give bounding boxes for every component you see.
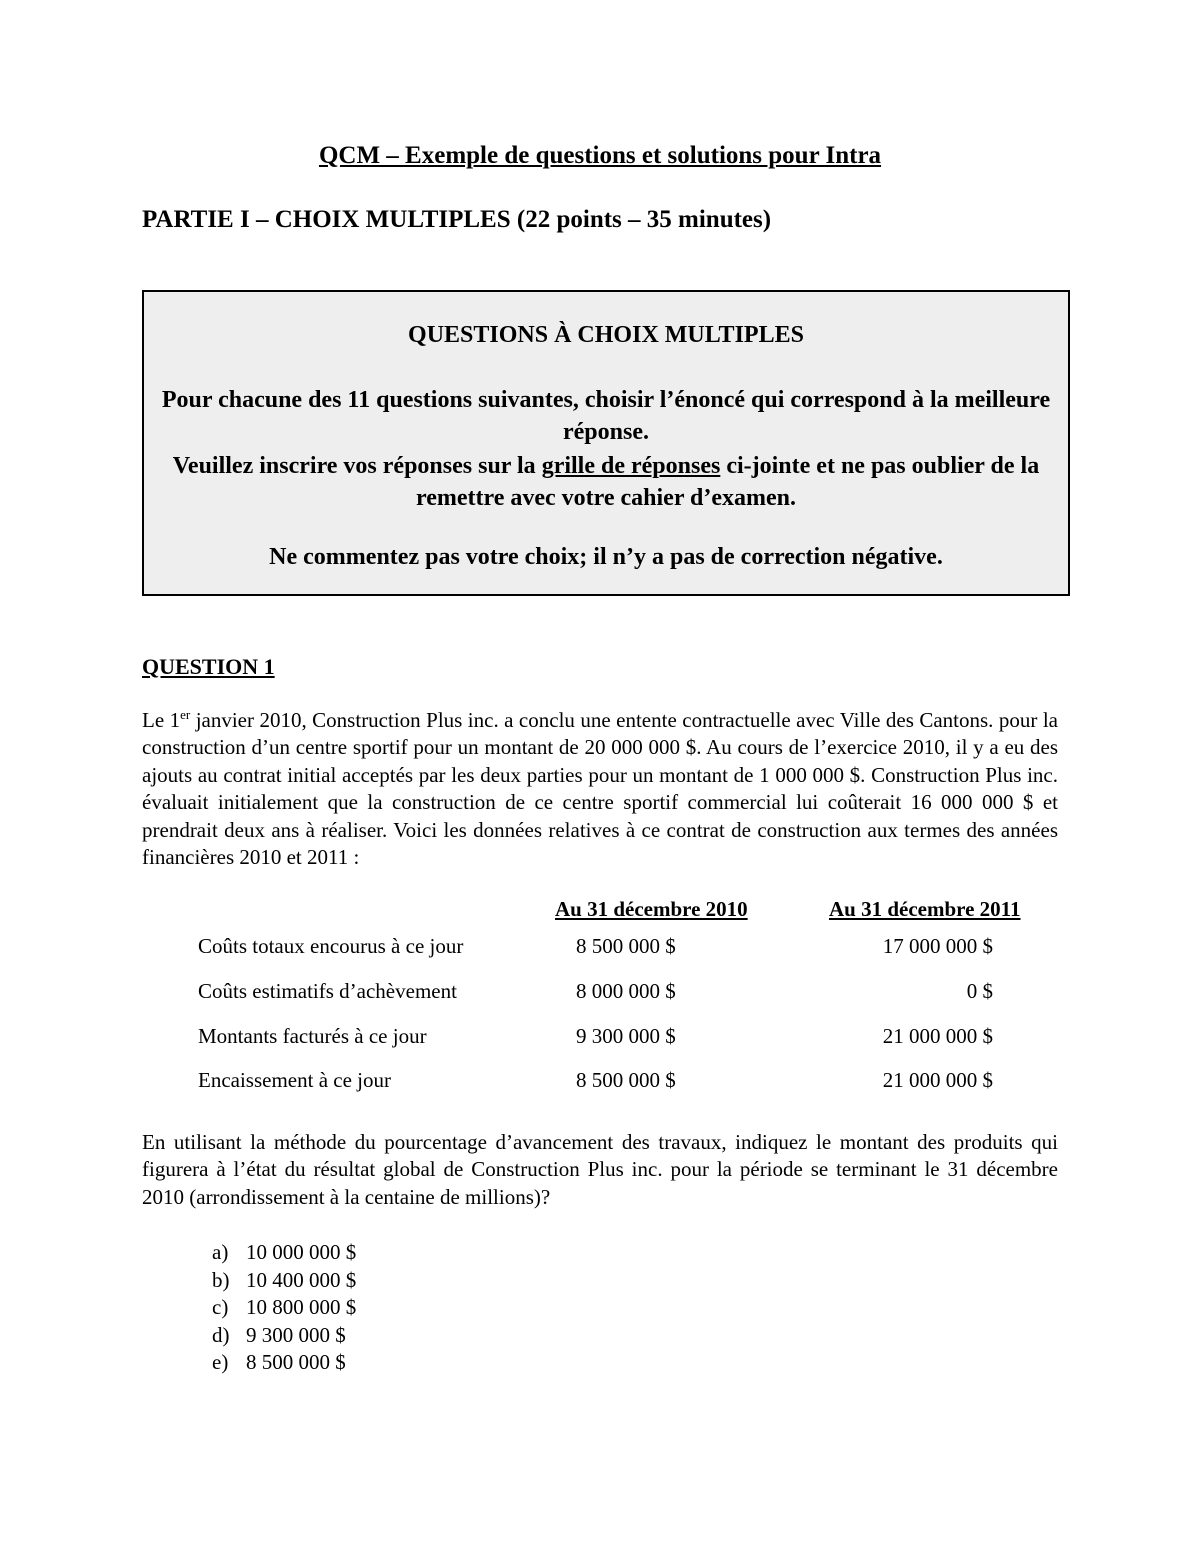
intro-rest: janvier 2010, Construction Plus inc. a conclu une entente contractuelle avec Ville des Cantons. pour la construction d’un centre sportif pour un montant de 20 000 000 $. Au cours de l’exercice 2010, il y a eu des ajouts au contrat initial acceptés par les deux parties pour un montant de 1 000 000 $. Construction Plus inc. évaluait initialement que la construction de ce centre sportif commercial lui coûterait 16 000 000 $ et prendrait deux ans à réaliser. Voici les données relatives à ce contrat de construction aux termes des années financières 2010 et 2011 : — [142, 708, 1058, 870]
option-c — [212, 1294, 356, 1322]
intro-le: Le 1 — [142, 708, 181, 732]
option-text: 10 800 000 $ — [246, 1295, 357, 1319]
row-label: Montants facturés à ce jour — [198, 1024, 427, 1048]
row-value-2011: 21 000 000 $ — [882, 1024, 993, 1048]
instructions-heading: QUESTIONS À CHOIX MULTIPLES — [408, 322, 804, 348]
question-prompt: En utilisant la méthode du pourcentage d’avancement des travaux, indiquez le montant des produits qui figurera à l’état du résultat global de Construction Plus inc. pour la période se terminant le 31 décembre 2010 (arrondissement à la centaine de millions)? — [142, 1130, 1058, 1209]
row-value-2011: 17 000 000 $ — [882, 934, 993, 958]
row-value-2010: 8 000 000 $ — [576, 979, 676, 1003]
row-value-2010: 8 500 000 $ — [576, 1068, 676, 1092]
intro-superscript: er — [180, 707, 191, 722]
question-heading: QUESTION 1 — [142, 654, 275, 679]
row-value-2011: 0 $ — [966, 979, 993, 1003]
option-text: 9 300 000 $ — [246, 1322, 346, 1347]
question-intro — [142, 707, 1058, 871]
option-letter: c) — [212, 1295, 229, 1319]
instructions-box — [142, 290, 1070, 596]
answer-grid-reference: grille de réponses — [541, 453, 721, 479]
answer-options — [212, 1239, 356, 1377]
table-header-2011: Au 31 décembre 2011 — [829, 897, 1021, 921]
instructions-line3: Ne commentez pas votre choix; il n’y a pas de correction négative. — [269, 544, 943, 570]
option-letter: b) — [212, 1267, 230, 1292]
option-text: 10 400 000 $ — [246, 1267, 357, 1292]
option-letter: a) — [212, 1240, 229, 1264]
option-a — [212, 1239, 356, 1267]
row-value-2010: 8 500 000 $ — [576, 934, 676, 958]
instructions-line1: Pour chacune des 11 questions suivantes, choisir l’énoncé qui correspond à la meilleure réponse. — [161, 387, 1051, 445]
instructions-line2-before: Veuillez inscrire vos réponses sur la — [172, 453, 542, 479]
table-header-2010: Au 31 décembre 2010 — [555, 897, 748, 921]
option-e — [212, 1349, 356, 1377]
option-letter: d) — [212, 1322, 230, 1347]
option-text: 10 000 000 $ — [246, 1240, 357, 1264]
row-value-2010: 9 300 000 $ — [576, 1024, 676, 1048]
row-value-2011: 21 000 000 $ — [882, 1068, 993, 1092]
instructions-line2-after: ci-jointe et ne pas oublier de la remettre avec votre cahier d’examen. — [415, 453, 1040, 511]
option-d — [212, 1322, 356, 1350]
option-letter: e) — [212, 1350, 229, 1374]
row-label: Encaissement à ce jour — [198, 1068, 391, 1092]
row-label: Coûts estimatifs d’achèvement — [198, 979, 457, 1003]
part-heading: PARTIE I – CHOIX MULTIPLES (22 points – 35 minutes) — [142, 206, 772, 233]
instructions-line2 — [144, 450, 1068, 514]
option-text: 8 500 000 $ — [246, 1350, 346, 1374]
row-label: Coûts totaux encourus à ce jour — [198, 934, 464, 958]
document-title: QCM – Exemple de questions et solutions pour Intra — [318, 142, 882, 169]
option-b — [212, 1267, 356, 1295]
